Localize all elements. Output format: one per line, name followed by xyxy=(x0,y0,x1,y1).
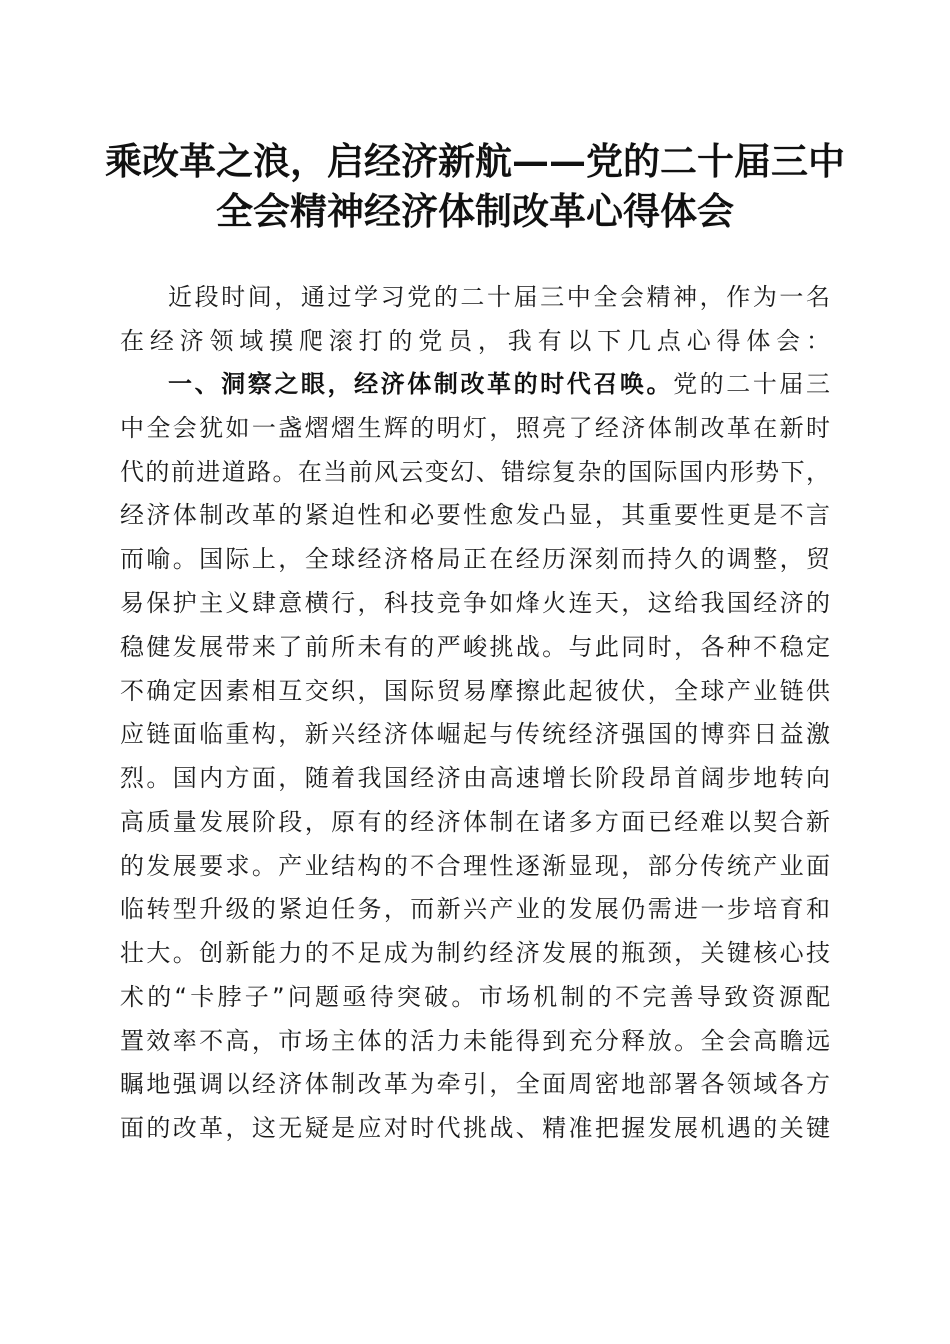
section-1-line: 易保护主义肆意横行，科技竞争如烽火连天，这给我国经济的 xyxy=(120,589,830,617)
intro-paragraph-line: 近段时间，通过学习党的二十届三中全会精神，作为一名 xyxy=(168,283,830,311)
section-1-line: 中全会犹如一盏熠熠生辉的明灯，照亮了经济体制改革在新时 xyxy=(120,414,830,442)
section-1-line: 稳健发展带来了前所未有的严峻挑战。与此同时，各种不稳定 xyxy=(120,633,830,661)
section-1-line: 代的前进道路。在当前风云变幻、错综复杂的国际国内形势下， xyxy=(120,458,830,486)
section-1-heading: 一、洞察之眼，经济体制改革的时代召唤。 xyxy=(168,370,674,398)
section-1-line: 置效率不高，市场主体的活力未能得到充分释放。全会高瞻远 xyxy=(120,1027,830,1055)
section-1-first-line xyxy=(168,368,830,400)
section-1-line: 面的改革，这无疑是应对时代挑战、精准把握发展机遇的关键 xyxy=(120,1114,830,1142)
section-1-line: 而喻。国际上，全球经济格局正在经历深刻而持久的调整，贸 xyxy=(120,545,830,573)
section-1-line: 高质量发展阶段，原有的经济体制在诸多方面已经难以契合新 xyxy=(120,808,830,836)
document-title-line-1: 乘改革之浪，启经济新航——党的二十届三中 xyxy=(105,139,845,183)
section-1-line: 临转型升级的紧迫任务，而新兴产业的发展仍需进一步培育和 xyxy=(120,895,830,923)
section-1-line: 的发展要求。产业结构的不合理性逐渐显现，部分传统产业面 xyxy=(120,852,830,880)
document-title-line-2: 全会精神经济体制改革心得体会 xyxy=(216,189,734,233)
section-1-line: 烈。国内方面，随着我国经济由高速增长阶段昂首阔步地转向 xyxy=(120,764,830,792)
section-1-line: 应链面临重构，新兴经济体崛起与传统经济强国的博弈日益激 xyxy=(120,720,830,748)
section-1-line: 不确定因素相互交织，国际贸易摩擦此起彼伏，全球产业链供 xyxy=(120,677,830,705)
section-1-line: 术的“卡脖子”问题亟待突破。市场机制的不完善导致资源配 xyxy=(120,983,830,1011)
section-1-line: 瞩地强调以经济体制改革为牵引，全面周密地部署各领域各方 xyxy=(120,1070,830,1098)
section-1-line: 经济体制改革的紧迫性和必要性愈发凸显，其重要性更是不言 xyxy=(120,501,830,529)
section-1-line: 壮大。创新能力的不足成为制约经济发展的瓶颈，关键核心技 xyxy=(120,939,830,967)
section-1-first-line-text: 党的二十届三 xyxy=(673,370,831,398)
intro-paragraph-line: 在经济领域摸爬滚打的党员，我有以下几点心得体会： xyxy=(120,327,830,355)
